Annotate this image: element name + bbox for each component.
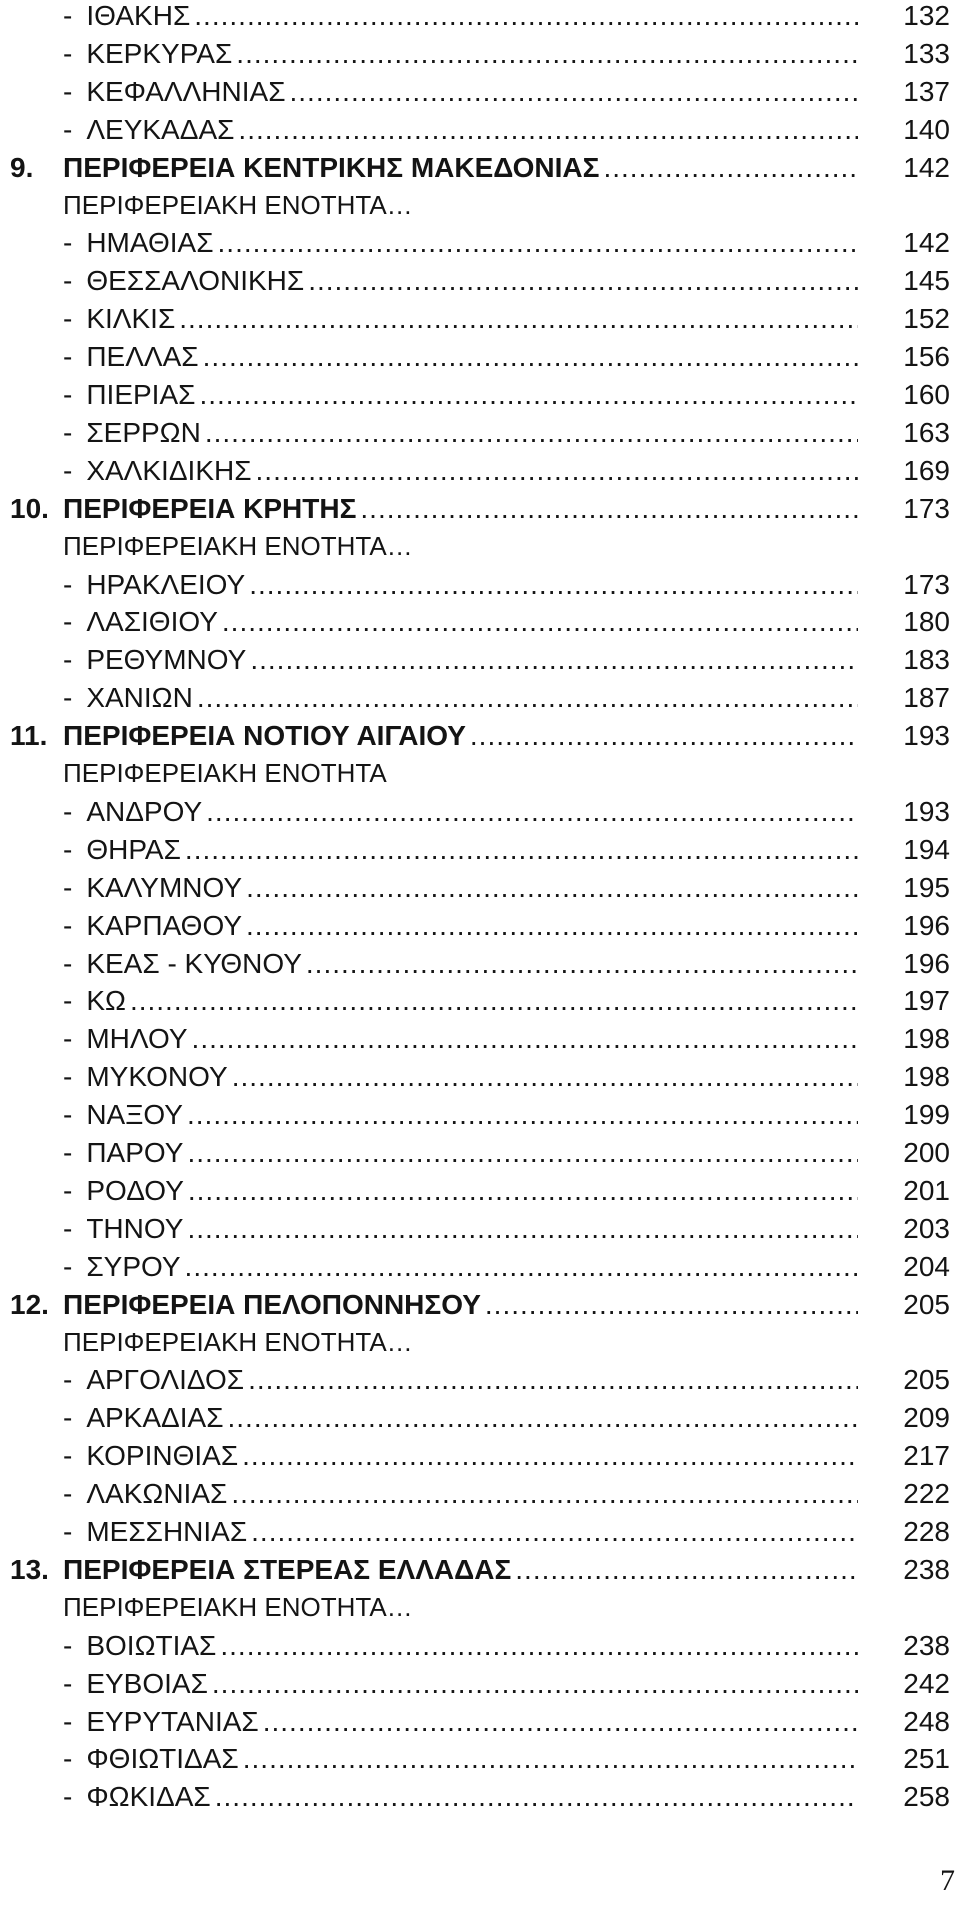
entry-name: ΗΡΑΚΛΕΙΟΥ: [86, 568, 246, 600]
toc-entry-title: [63, 1210, 858, 1247]
toc-entry-title: [63, 262, 858, 299]
entry-page-number: 132: [903, 0, 950, 31]
entry-name: ΚΑΛΥΜΝΟΥ: [86, 871, 243, 903]
entry-name: ΦΩΚΙΔΑΣ: [86, 1781, 211, 1813]
section-number: 12.: [10, 1288, 49, 1320]
toc-entry-row: [0, 300, 960, 337]
entry-name: ΠΕΡΙΦΕΡΕΙΑΚΗ ΕΝΟΤΗΤΑ…: [63, 1591, 413, 1622]
entry-dash: -: [63, 1440, 73, 1472]
toc-entry-title: [63, 187, 858, 224]
entry-page-number: 160: [903, 379, 950, 410]
entry-name: ΙΘΑΚΗΣ: [86, 0, 191, 31]
entry-dash: -: [63, 265, 73, 297]
entry-dash: -: [63, 1364, 73, 1396]
entry-page-number: 173: [903, 492, 950, 524]
toc-entry-title: [63, 755, 858, 792]
toc-entry-row: [0, 1399, 960, 1436]
toc-entry-row: [0, 338, 960, 375]
entry-name: ΠΕΡΙΦΕΡΕΙΑΚΗ ΕΝΟΤΗΤΑ…: [63, 530, 413, 561]
toc-entry-row: [0, 1172, 960, 1209]
entry-dash: -: [63, 1743, 73, 1775]
entry-page-number: 196: [903, 947, 950, 979]
entry-page-number: 198: [903, 1061, 950, 1093]
entry-page-number: 193: [903, 720, 950, 752]
entry-dash: -: [63, 1705, 73, 1737]
entry-dash: -: [63, 1137, 73, 1168]
toc-entry-row: [0, 1740, 960, 1777]
toc-entry-title: [63, 224, 858, 261]
toc-entry-title: [63, 1399, 858, 1436]
entry-page-number: 180: [903, 606, 950, 638]
section-number: 10.: [10, 492, 49, 524]
entry-dash: -: [63, 379, 73, 410]
toc-entry-row: [0, 1475, 960, 1512]
toc-entry-title: [63, 1058, 858, 1095]
toc-entry-row: [0, 1703, 960, 1740]
toc-entry-row: [0, 1361, 960, 1398]
entry-name: ΠΕΡΙΦΕΡΕΙΑΚΗ ΕΝΟΤΗΤΑ: [63, 758, 387, 788]
entry-page-number: 137: [903, 75, 950, 107]
toc-entry-title: [63, 1589, 858, 1626]
toc-section-row: [0, 717, 960, 754]
entry-dash: -: [63, 1099, 73, 1131]
entry-page-number: 196: [903, 909, 950, 941]
entry-dash: -: [63, 227, 73, 259]
toc-entry-title: [63, 1020, 858, 1057]
entry-page-number: 152: [903, 303, 950, 335]
entry-name: ΕΥΒΟΙΑΣ: [86, 1667, 208, 1699]
entry-name: ΗΜΑΘΙΑΣ: [86, 227, 214, 259]
entry-name: ΠΕΡΙΦΕΡΕΙΑΚΗ ΕΝΟΤΗΤΑ…: [63, 1326, 413, 1357]
entry-name: ΠΕΡΙΦΕΡΕΙΑ ΠΕΛΟΠΟΝΝΗΣΟΥ: [63, 1288, 481, 1320]
toc-entry-row: [0, 376, 960, 413]
toc-section-row: [0, 149, 960, 186]
entry-page-number: 187: [903, 682, 950, 714]
toc-entry-title: [63, 1551, 858, 1588]
toc-subheading: [0, 1589, 960, 1626]
entry-dash: -: [63, 833, 73, 865]
toc-entry-row: [0, 1665, 960, 1702]
toc-entry-title: [63, 1475, 858, 1512]
entry-dash: -: [63, 1174, 73, 1206]
toc-entry-row: [0, 35, 960, 72]
entry-dash: -: [63, 303, 73, 335]
entry-name: ΜΗΛΟΥ: [86, 1023, 188, 1055]
entry-name: ΠΕΡΙΦΕΡΕΙΑ ΣΤΕΡΕΑΣ ΕΛΛΑΔΑΣ: [63, 1553, 512, 1585]
entry-page-number: 201: [903, 1174, 950, 1206]
section-number: 9.: [10, 151, 34, 183]
toc-entry-title: [63, 376, 858, 413]
entry-name: ΚΩ: [86, 985, 126, 1017]
entry-name: ΠΙΕΡΙΑΣ: [86, 379, 196, 410]
toc-entry-title: [63, 35, 858, 72]
entry-page-number: 251: [903, 1743, 950, 1775]
toc-entry-row: [0, 603, 960, 640]
entry-page-number: 248: [903, 1705, 950, 1737]
toc-entry-title: [63, 1248, 858, 1285]
entry-dash: -: [63, 0, 73, 31]
entry-name: ΑΡΚΑΔΙΑΣ: [86, 1402, 224, 1434]
entry-page-number: 195: [903, 871, 950, 903]
entry-page-number: 205: [903, 1364, 950, 1396]
toc-entry-title: [63, 982, 858, 1019]
entry-name: ΤΗΝΟΥ: [86, 1212, 184, 1244]
entry-name: ΘΕΣΣΑΛΟΝΙΚΗΣ: [86, 265, 305, 297]
entry-dash: -: [63, 871, 73, 903]
entry-page-number: 140: [903, 113, 950, 145]
entry-name: ΚΕΑΣ - ΚΥΘΝΟΥ: [86, 947, 302, 979]
toc-entry-title: [63, 603, 858, 640]
toc-entry-row: [0, 1513, 960, 1550]
entry-page-number: 169: [903, 454, 950, 486]
toc-entry-row: [0, 452, 960, 489]
toc-entry-row: [0, 73, 960, 110]
toc-entry-title: [63, 1778, 858, 1815]
toc-entry-title: [63, 641, 858, 678]
toc-entry-row: [0, 1627, 960, 1664]
toc-entry-title: [63, 1627, 858, 1664]
entry-name: ΜΥΚΟΝΟΥ: [86, 1061, 228, 1093]
entry-page-number: 193: [903, 795, 950, 827]
toc-section-row: [0, 1286, 960, 1323]
toc-entry-row: [0, 1248, 960, 1285]
toc-section-row: [0, 490, 960, 527]
entry-name: ΠΕΡΙΦΕΡΕΙΑ ΝΟΤΙΟΥ ΑΙΓΑΙΟΥ: [63, 720, 466, 752]
entry-page-number: 156: [903, 341, 950, 373]
entry-dash: -: [63, 454, 73, 486]
entry-page-number: 197: [903, 985, 950, 1017]
entry-page-number: 173: [903, 568, 950, 600]
entry-page-number: 238: [903, 1629, 950, 1661]
toc-entry-title: [63, 1665, 858, 1702]
toc-entry-row: [0, 414, 960, 451]
toc-subheading: [0, 1324, 960, 1361]
entry-dash: -: [63, 1478, 73, 1510]
entry-dash: -: [63, 113, 73, 145]
entry-name: ΑΡΓΟΛΙΔΟΣ: [86, 1364, 245, 1396]
entry-page-number: 200: [903, 1137, 950, 1168]
entry-dash: -: [63, 644, 73, 676]
entry-page-number: 198: [903, 1023, 950, 1055]
entry-name: ΚΕΡΚΥΡΑΣ: [86, 37, 233, 69]
entry-page-number: 222: [903, 1478, 950, 1510]
toc-subheading: [0, 187, 960, 224]
entry-dash: -: [63, 1212, 73, 1244]
toc-entry-row: [0, 1020, 960, 1057]
toc-entry-title: [63, 1361, 858, 1398]
toc-entry-title: [63, 1513, 858, 1550]
entry-name: ΧΑΛΚΙΔΙΚΗΣ: [86, 454, 252, 486]
entry-dash: -: [63, 1667, 73, 1699]
toc-entry-title: [63, 1172, 858, 1209]
entry-name: ΛΑΚΩΝΙΑΣ: [86, 1478, 228, 1510]
entry-dash: -: [63, 1023, 73, 1055]
entry-dash: -: [63, 1250, 73, 1282]
toc-entry-title: [63, 1286, 858, 1323]
entry-name: ΠΑΡΟΥ: [86, 1137, 184, 1168]
entry-name: ΚΕΦΑΛΛΗΝΙΑΣ: [86, 75, 286, 107]
entry-name: ΛΕΥΚΑΔΑΣ: [86, 113, 235, 145]
entry-name: ΠΕΡΙΦΕΡΕΙΑ ΚΕΝΤΡΙΚΗΣ ΜΑΚΕΔΟΝΙΑΣ: [63, 151, 600, 183]
entry-dash: -: [63, 947, 73, 979]
toc-entry-row: [0, 566, 960, 603]
section-number: 11.: [10, 720, 48, 752]
toc-entry-row: [0, 1778, 960, 1815]
toc-entry-title: [63, 111, 858, 148]
toc-entry-row: [0, 262, 960, 299]
toc-entry-row: [0, 224, 960, 261]
entry-dash: -: [63, 1516, 73, 1547]
toc-entry-row: [0, 1134, 960, 1171]
entry-dash: -: [63, 75, 73, 107]
toc-entry-row: [0, 1058, 960, 1095]
entry-name: ΠΕΛΛΑΣ: [86, 341, 199, 373]
toc-entry-row: [0, 111, 960, 148]
toc-entry-title: [63, 338, 858, 375]
toc-entry-title: [63, 907, 858, 944]
toc-entry-row: [0, 0, 960, 34]
entry-name: ΑΝΔΡΟΥ: [86, 795, 203, 827]
entry-page-number: 142: [903, 151, 950, 183]
entry-name: ΠΕΡΙΦΕΡΕΙΑΚΗ ΕΝΟΤΗΤΑ…: [63, 189, 413, 220]
toc-entry-title: [63, 1134, 858, 1171]
entry-dash: -: [63, 1402, 73, 1434]
toc-entry-title: [63, 679, 858, 716]
entry-dash: -: [63, 1629, 73, 1661]
entry-dash: -: [63, 341, 73, 373]
entry-name: ΘΗΡΑΣ: [86, 833, 181, 865]
entry-dash: -: [63, 416, 73, 448]
entry-page-number: 205: [903, 1288, 950, 1320]
entry-page-number: 209: [903, 1402, 950, 1434]
toc-entry-title: [63, 869, 858, 906]
toc-entry-title: [63, 1703, 858, 1740]
toc-subheading: [0, 528, 960, 565]
toc-entry-row: [0, 982, 960, 1019]
entry-page-number: 242: [903, 1667, 950, 1699]
entry-page-number: 204: [903, 1250, 950, 1282]
entry-page-number: 217: [903, 1440, 950, 1472]
toc-entry-title: [63, 566, 858, 603]
toc-entry-row: [0, 793, 960, 830]
entry-name: ΠΕΡΙΦΕΡΕΙΑ ΚΡΗΤΗΣ: [63, 492, 357, 524]
entry-page-number: 194: [903, 833, 950, 865]
toc-entry-title: [63, 1740, 858, 1777]
toc-entry-title: [63, 414, 858, 451]
entry-name: ΒΟΙΩΤΙΑΣ: [86, 1629, 217, 1661]
entry-page-number: 258: [903, 1781, 950, 1813]
entry-dash: -: [63, 568, 73, 600]
entry-name: ΝΑΞΟΥ: [86, 1099, 183, 1131]
entry-name: ΚΙΛΚΙΣ: [86, 303, 176, 335]
entry-name: ΣΥΡΟΥ: [86, 1250, 181, 1282]
toc-entry-row: [0, 1096, 960, 1133]
toc-entry-title: [63, 717, 858, 754]
entry-name: ΡΕΘΥΜΝΟΥ: [86, 644, 247, 676]
page-number: 7: [940, 1864, 955, 1897]
toc-entry-title: [63, 945, 858, 982]
toc-section-row: [0, 1551, 960, 1588]
entry-page-number: 142: [903, 227, 950, 259]
toc-entry-row: [0, 1437, 960, 1474]
toc-entry-row: [0, 1210, 960, 1247]
toc-entry-title: [63, 1437, 858, 1474]
toc-entry-row: [0, 679, 960, 716]
entry-page-number: 163: [903, 416, 950, 448]
toc-entry-title: [63, 1096, 858, 1133]
entry-name: ΧΑΝΙΩΝ: [86, 682, 193, 714]
entry-dash: -: [63, 606, 73, 638]
toc-entry-title: [63, 300, 858, 337]
toc-entry-title: [63, 793, 858, 830]
toc-entry-title: [63, 0, 858, 34]
toc-entry-row: [0, 641, 960, 678]
section-number: 13.: [10, 1553, 49, 1585]
entry-name: ΣΕΡΡΩΝ: [86, 416, 201, 448]
toc-entry-row: [0, 945, 960, 982]
entry-name: ΜΕΣΣΗΝΙΑΣ: [86, 1516, 248, 1547]
toc-subheading: [0, 755, 960, 792]
entry-page-number: 199: [903, 1099, 950, 1131]
entry-dash: -: [63, 1781, 73, 1813]
toc-entry-title: [63, 73, 858, 110]
entry-page-number: 145: [903, 265, 950, 297]
toc-entry-row: [0, 869, 960, 906]
toc-entry-title: [63, 149, 858, 186]
entry-page-number: 238: [903, 1553, 950, 1585]
toc-entry-title: [63, 452, 858, 489]
entry-page-number: 183: [903, 644, 950, 676]
entry-page-number: 133: [903, 37, 950, 69]
entry-dash: -: [63, 37, 73, 69]
entry-dash: -: [63, 985, 73, 1017]
entry-dash: -: [63, 682, 73, 714]
entry-name: ΛΑΣΙΘΙΟΥ: [86, 606, 218, 638]
toc-entry-row: [0, 907, 960, 944]
entry-dash: -: [63, 795, 73, 827]
entry-page-number: 203: [903, 1212, 950, 1244]
entry-dash: -: [63, 1061, 73, 1093]
entry-name: ΡΟΔΟΥ: [86, 1174, 184, 1206]
toc-entry-row: [0, 831, 960, 868]
entry-name: ΚΟΡΙΝΘΙΑΣ: [86, 1440, 239, 1472]
toc-entry-title: [63, 528, 858, 565]
entry-name: ΕΥΡΥΤΑΝΙΑΣ: [86, 1705, 259, 1737]
entry-name: ΦΘΙΩΤΙΔΑΣ: [86, 1743, 239, 1775]
entry-dash: -: [63, 909, 73, 941]
entry-name: ΚΑΡΠΑΘΟΥ: [86, 909, 242, 941]
toc-entry-title: [63, 490, 858, 527]
toc-entry-title: [63, 1324, 858, 1361]
entry-page-number: 228: [903, 1516, 950, 1547]
toc-entry-title: [63, 831, 858, 868]
